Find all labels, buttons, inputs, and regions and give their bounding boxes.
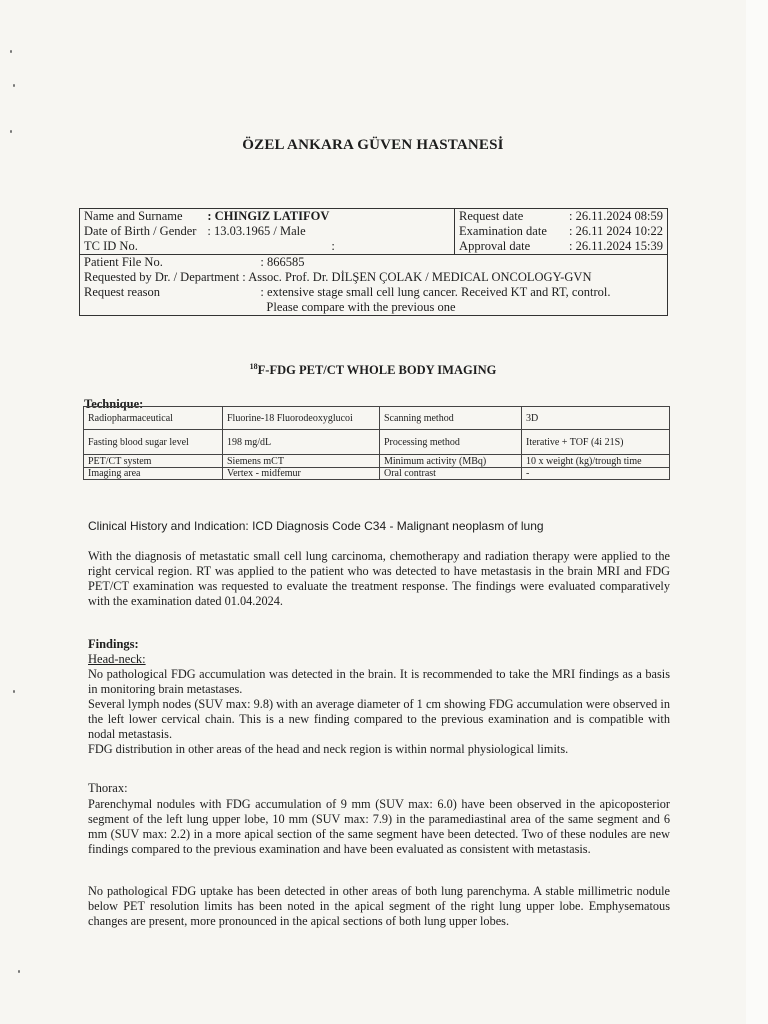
scan-speck: [18, 970, 20, 973]
tech-cell: Processing method: [380, 430, 522, 455]
name-label: Name and Surname: [80, 209, 204, 225]
tech-cell: Radiopharmaceutical: [84, 407, 223, 430]
clinical-history-line: Clinical History and Indication: ICD Diagnosis Code C34 - Malignant neoplasm of lung: [88, 519, 544, 533]
approval-date-value: : 26.11.2024 15:39: [565, 239, 667, 255]
technique-table: [83, 406, 670, 480]
request-date-value: : 26.11.2024 08:59: [565, 209, 667, 225]
tech-cell: Vertex - midfemur: [223, 468, 380, 480]
tech-cell: Oral contrast: [380, 468, 522, 480]
request-date-label: Request date: [455, 209, 565, 225]
file-value: : 866585: [203, 255, 667, 271]
head-neck-finding: FDG distribution in other areas of the head and neck region is within normal physiological limits.: [88, 742, 569, 756]
patient-info-table: [79, 208, 668, 316]
tech-cell: 3D: [522, 407, 670, 430]
reason-label: Request reason: [80, 285, 204, 300]
scan-speck: [13, 690, 15, 693]
head-neck-finding: No pathological FDG accumulation was detected in the brain. It is recommended to take the MRI findings as a basis in monitoring brain metastases.: [88, 667, 670, 696]
head-neck-finding: Several lymph nodes (SUV max: 9.8) with an average diameter of 1 cm showing FDG accumulation were observed in the left lower cervical chain. This is a new finding compared to the previous examination and is compatible with nodal metastasis.: [88, 697, 670, 741]
scan-speck: [13, 84, 15, 87]
requested-by-value: : Assoc. Prof. Dr. DİLŞEN ÇOLAK / MEDICAL ONCOLOGY-GVN: [242, 270, 592, 284]
requested-by-label: Requested by Dr. / Department: [84, 270, 240, 284]
tech-cell: Fasting blood sugar level: [84, 430, 223, 455]
study-title-text: F-FDG PET/CT WHOLE BODY IMAGING: [257, 363, 497, 378]
scan-speck: [10, 50, 12, 53]
tech-cell: 10 x weight (kg)/trough time: [522, 455, 670, 468]
reason-value-1: : extensive stage small cell lung cancer. Received KT and RT, control.: [203, 285, 667, 300]
dob-value: : 13.03.1965 / Male: [207, 224, 306, 238]
isotope-number: 18: [249, 362, 258, 371]
clinical-paragraph: With the diagnosis of metastatic small cell lung carcinoma, chemotherapy and radiation therapy were applied to the right cervical region. RT was applied to the patient who was detected to have metastasis in the brain MRI and FDG PET/CT examination was requested to evaluate the treatment response. The findings were evaluated comparatively with the examination dated 01.04.2024.: [88, 549, 670, 608]
tech-cell: PET/CT system: [84, 455, 223, 468]
tech-cell: Iterative + TOF (4i 21S): [522, 430, 670, 455]
head-neck-findings: [88, 667, 670, 757]
tech-cell: Scanning method: [380, 407, 522, 430]
tech-cell: Minimum activity (MBq): [380, 455, 522, 468]
technique-heading: Technique:: [84, 397, 144, 411]
approval-date-label: Approval date: [455, 239, 565, 255]
exam-date-label: Examination date: [455, 224, 565, 239]
thorax-finding-1: Parenchymal nodules with FDG accumulation of 9 mm (SUV max: 6.0) have been observed in the apicoposterior segment of the left lung upper lobe, 10 mm (SUV max: 7.9) in the paramediastinal area of the same segment and 6 mm (SUV max: 2.2) in a more apical section of the same segment have been detected. Two of these nodules are new findings compared to the previous examination and have been evaluated as consistent with metastasis.: [88, 797, 670, 856]
name-value: : CHINGIZ LATIFOV: [203, 209, 454, 225]
tech-cell: Fluorine-18 Fluorodeoxyglucoi: [223, 407, 380, 430]
tech-cell: Imaging area: [84, 468, 223, 480]
exam-date-value: : 26.11 2024 10:22: [565, 224, 667, 239]
tech-cell: 198 mg/dL: [223, 430, 380, 455]
study-title: [0, 362, 746, 378]
scan-speck: [10, 130, 12, 133]
tech-cell: Siemens mCT: [223, 455, 380, 468]
reason-value-2: Please compare with the previous one: [203, 300, 667, 316]
tech-cell: -: [522, 468, 670, 480]
head-neck-heading: Head-neck:: [88, 652, 146, 666]
findings-heading: Findings:: [88, 637, 139, 651]
file-label: Patient File No.: [80, 255, 204, 271]
dob-label: Date of Birth / Gender: [80, 224, 204, 239]
thorax-heading: Thorax:: [88, 781, 128, 795]
tc-label: TC ID No.: [80, 239, 204, 255]
tc-value: :: [331, 239, 335, 253]
hospital-title: ÖZEL ANKARA GÜVEN HASTANESİ: [242, 137, 504, 153]
thorax-finding-2: No pathological FDG uptake has been detected in other areas of both lung parenchyma. A stable millimetric nodule below PET resolution limits has been noted in the apical segment of the right lung upper lobe. Emphysematous changes are present, more pronounced in the apical sections of both lung upper lobes.: [88, 884, 670, 928]
page-edge: [746, 0, 768, 1024]
